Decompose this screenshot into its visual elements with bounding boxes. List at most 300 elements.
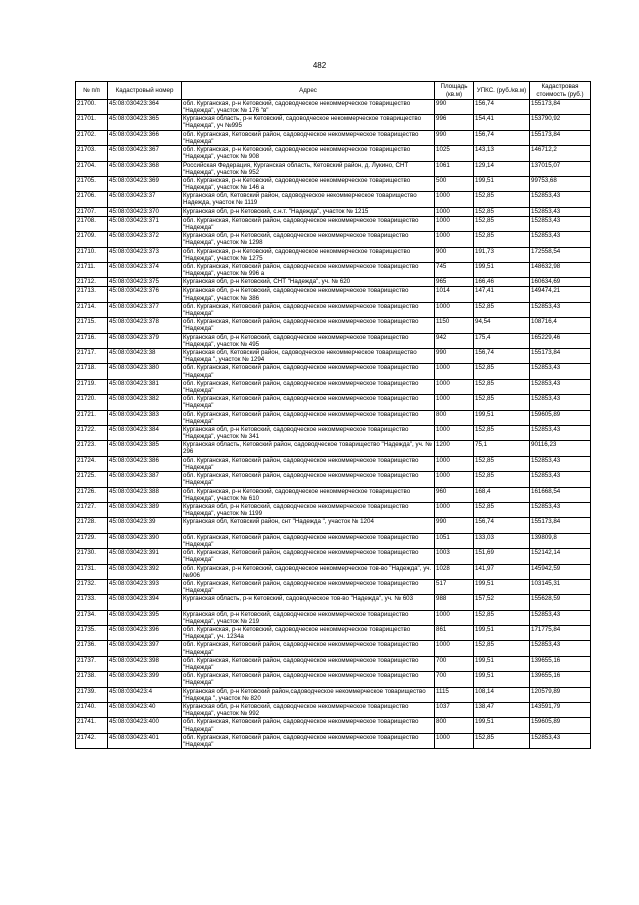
cell-cadastral: 45:08:030423:367 — [108, 146, 182, 161]
cell-address: Курганская обл, р-н Кетовский, садоводческое некоммерческое товарищество "Надежда", участок № 1298 — [182, 232, 435, 247]
table-row — [76, 687, 591, 702]
cell-num: 21733. — [76, 595, 108, 610]
cell-num: 21734. — [76, 610, 108, 625]
cell-num: 21712. — [76, 278, 108, 287]
cell-area: 1000 — [435, 502, 474, 517]
table-row — [76, 192, 591, 207]
cell-upks: 199,51 — [474, 656, 530, 671]
cell-cost: 152853,43 — [530, 395, 591, 410]
cell-num: 21727. — [76, 502, 108, 517]
cell-cadastral: 45:08:030423:382 — [108, 395, 182, 410]
cell-area: 1028 — [435, 564, 474, 579]
table-row — [76, 441, 591, 456]
cell-address: обл. Курганская, Кетовский район, садоводческое некоммерческое товарищество "Надежда" — [182, 472, 435, 487]
cell-cost: 99753,68 — [530, 176, 591, 191]
cell-area: 800 — [435, 410, 474, 425]
cell-upks: 129,14 — [474, 161, 530, 176]
table-row — [76, 232, 591, 247]
cell-upks: 152,85 — [474, 395, 530, 410]
cell-cost: 159605,89 — [530, 410, 591, 425]
cell-upks: 199,51 — [474, 176, 530, 191]
cell-cost: 172558,54 — [530, 247, 591, 262]
cell-upks: 152,85 — [474, 379, 530, 394]
cell-area: 1000 — [435, 192, 474, 207]
cell-area: 1000 — [435, 472, 474, 487]
cell-address: обл. Курганская, Кетовский район, садоводческое некоммерческое товарищество "Надежда" — [182, 733, 435, 748]
cell-num: 21716. — [76, 333, 108, 348]
header-address: Адрес — [182, 82, 435, 100]
cell-upks: 156,74 — [474, 100, 530, 115]
cell-num: 21718. — [76, 364, 108, 379]
cell-address: Курганская обл, р-н Кетовский, с.н.т. "Надежда", участок № 1215 — [182, 207, 435, 216]
cell-cost: 152142,14 — [530, 549, 591, 564]
table-row — [76, 533, 591, 548]
cell-area: 1000 — [435, 302, 474, 317]
cell-cadastral: 45:08:030423:388 — [108, 487, 182, 502]
cell-address: Российская Федерация, Курганская область, Кетовский район, д. Лукино, СНТ "Надежда", участок № 952 — [182, 161, 435, 176]
cell-num: 21723. — [76, 441, 108, 456]
cell-num: 21729. — [76, 533, 108, 548]
cell-cadastral: 45:08:030423:376 — [108, 287, 182, 302]
cell-area: 988 — [435, 595, 474, 610]
cell-address: Курганская обл, р-н Кетовский район,садоводческое некоммерческое товарищество "Надежда ", участок № 820 — [182, 687, 435, 702]
cell-area: 990 — [435, 130, 474, 145]
table-row — [76, 518, 591, 533]
cell-num: 21717. — [76, 349, 108, 364]
cell-address: обл. Курганская, Кетовский район, садоводческое некоммерческое товарищество "Надежда" — [182, 641, 435, 656]
cell-cadastral: 45:08:030423:379 — [108, 333, 182, 348]
cell-area: 1000 — [435, 426, 474, 441]
cell-area: 1000 — [435, 216, 474, 231]
cell-num: 21732. — [76, 579, 108, 594]
cell-address: обл. Курганская, Кетовский район, садоводческое некоммерческое товарищество "Надежда" — [182, 549, 435, 564]
table-row — [76, 549, 591, 564]
cell-address: обл. Курганская, р-н Кетовский, садоводческое некоммерческое товарищество "Надежда", участок № 1275 — [182, 247, 435, 262]
cell-area: 517 — [435, 579, 474, 594]
cell-cadastral: 45:08:030423:37 — [108, 192, 182, 207]
cell-address: обл. Курганская, Кетовский район, садоводческое некоммерческое товарищество "Надежда" — [182, 302, 435, 317]
cadastral-table — [75, 81, 591, 749]
table-row — [76, 456, 591, 471]
cell-address: Курганская обл, р-н Кетовский, СНТ "Надежда", уч. № 620 — [182, 278, 435, 287]
cell-num: 21721. — [76, 410, 108, 425]
table-row — [76, 579, 591, 594]
table-row — [76, 349, 591, 364]
cell-address: обл. Курганская, Кетовский район, садоводческое некоммерческое товарищество "Надежда" — [182, 718, 435, 733]
cell-upks: 151,69 — [474, 549, 530, 564]
cell-cadastral: 45:08:030423:381 — [108, 379, 182, 394]
table-row — [76, 364, 591, 379]
cell-upks: 94,54 — [474, 318, 530, 333]
cell-upks: 199,51 — [474, 672, 530, 687]
cell-cadastral: 45:08:030423:39 — [108, 518, 182, 533]
cell-num: 21720. — [76, 395, 108, 410]
table-row — [76, 333, 591, 348]
cell-address: обл. Курганская, Кетовский район, садоводческое некоммерческое товарищество "Надежда" — [182, 456, 435, 471]
cell-address: обл. Курганская, Кетовский район, садоводческое некоммерческое товарищество "Надежда" — [182, 130, 435, 145]
cell-cadastral: 45:08:030423:397 — [108, 641, 182, 656]
page-number: 482 — [312, 61, 327, 70]
cell-address: обл. Курганская, р-н Кетовский, садоводческое некоммерческое товарищество "Надежда", участок № 176 "в" — [182, 100, 435, 115]
cell-cost: 137015,07 — [530, 161, 591, 176]
cell-area: 1051 — [435, 533, 474, 548]
cell-upks: 152,85 — [474, 232, 530, 247]
cell-num: 21714. — [76, 302, 108, 317]
cell-cost: 152853,43 — [530, 733, 591, 748]
cell-num: 21701. — [76, 115, 108, 130]
cell-cost: 139655,16 — [530, 656, 591, 671]
cell-upks: 199,51 — [474, 410, 530, 425]
cell-num: 21739. — [76, 687, 108, 702]
cell-address: Курганская область, Кетовский район, садоводческое товарищество "Надежда", уч. № 296 — [182, 441, 435, 456]
header-cost: Кадастровая стоимость (руб.) — [530, 82, 591, 100]
cell-cadastral: 45:08:030423:375 — [108, 278, 182, 287]
cell-address: Курганская обл, р-н Кетовский, садоводческое некоммерческое товарищество "Надежда", участок № 1199 — [182, 502, 435, 517]
cell-cadastral: 45:08:030423:366 — [108, 130, 182, 145]
header-num: № п/п — [76, 82, 108, 100]
cell-cadastral: 45:08:030423:383 — [108, 410, 182, 425]
cell-cost: 149474,21 — [530, 287, 591, 302]
cell-upks: 199,51 — [474, 718, 530, 733]
cell-area: 1000 — [435, 395, 474, 410]
cell-cadastral: 45:08:030423:400 — [108, 718, 182, 733]
cell-area: 990 — [435, 349, 474, 364]
cell-area: 1000 — [435, 232, 474, 247]
cell-address: обл. Курганская, Кетовский район, садоводческое некоммерческое товарищество "Надежда" — [182, 395, 435, 410]
cell-num: 21726. — [76, 487, 108, 502]
cell-area: 500 — [435, 176, 474, 191]
cell-upks: 138,47 — [474, 703, 530, 718]
table-row — [76, 216, 591, 231]
cell-cost: 152853,43 — [530, 472, 591, 487]
cell-upks: 152,85 — [474, 733, 530, 748]
cell-num: 21735. — [76, 626, 108, 641]
cell-address: обл. Курганская, Кетовский район, садоводческое некоммерческое товарищество "Надежда" — [182, 410, 435, 425]
cell-cadastral: 45:08:030423:395 — [108, 610, 182, 625]
cell-area: 800 — [435, 718, 474, 733]
table-row — [76, 733, 591, 748]
cell-area: 1014 — [435, 287, 474, 302]
table-row — [76, 278, 591, 287]
cell-num: 21702. — [76, 130, 108, 145]
cell-upks: 199,51 — [474, 263, 530, 278]
cell-num: 21708. — [76, 216, 108, 231]
cell-cost: 146712,2 — [530, 146, 591, 161]
cell-area: 1200 — [435, 441, 474, 456]
cell-num: 21730. — [76, 549, 108, 564]
cell-cost: 153790,92 — [530, 115, 591, 130]
cell-address: Курганская обл, р-н Кетовский, садоводческое некоммерческое товарищество "Надежда", участок № 386 — [182, 287, 435, 302]
cell-upks: 152,85 — [474, 364, 530, 379]
cell-num: 21731. — [76, 564, 108, 579]
cell-num: 21740. — [76, 703, 108, 718]
cell-area: 745 — [435, 263, 474, 278]
cell-address: обл. Курганская, Кетовский район, садоводческое некоммерческое товарищество "Надежда" — [182, 533, 435, 548]
cell-num: 21713. — [76, 287, 108, 302]
cell-area: 1000 — [435, 379, 474, 394]
cell-area: 990 — [435, 518, 474, 533]
header-upks: УПКС. (руб./кв.м) — [474, 82, 530, 100]
cell-cost: 152853,43 — [530, 379, 591, 394]
cell-cadastral: 45:08:030423:396 — [108, 626, 182, 641]
table-header-row — [76, 82, 591, 100]
table-row — [76, 176, 591, 191]
table-row — [76, 287, 591, 302]
cell-upks: 152,85 — [474, 472, 530, 487]
cell-cost: 159605,89 — [530, 718, 591, 733]
cell-cost: 161668,54 — [530, 487, 591, 502]
table-row — [76, 207, 591, 216]
cell-cadastral: 45:08:030423:387 — [108, 472, 182, 487]
cell-area: 1000 — [435, 456, 474, 471]
cell-cadastral: 45:08:030423:4 — [108, 687, 182, 702]
table-row — [76, 672, 591, 687]
cell-num: 21741. — [76, 718, 108, 733]
cell-cadastral: 45:08:030423:380 — [108, 364, 182, 379]
cell-area: 1150 — [435, 318, 474, 333]
cell-cadastral: 45:08:030423:365 — [108, 115, 182, 130]
table-row — [76, 472, 591, 487]
cell-cost: 152853,43 — [530, 426, 591, 441]
table-row — [76, 318, 591, 333]
cell-cadastral: 45:08:030423:373 — [108, 247, 182, 262]
table-row — [76, 100, 591, 115]
cell-cadastral: 45:08:030423:368 — [108, 161, 182, 176]
cell-upks: 141,97 — [474, 564, 530, 579]
table-row — [76, 379, 591, 394]
cell-num: 21736. — [76, 641, 108, 656]
cell-cost: 160634,69 — [530, 278, 591, 287]
cell-upks: 152,85 — [474, 641, 530, 656]
cell-cadastral: 45:08:030423:394 — [108, 595, 182, 610]
cell-address: Курганская обл, Кетовский район, садоводческое некоммерческое товарищество "Надежда ", участок № 1294 — [182, 349, 435, 364]
cell-num: 21715. — [76, 318, 108, 333]
cell-cost: 139809,8 — [530, 533, 591, 548]
cell-address: обл. Курганская, Кетовский район, садоводческое некоммерческое товарищество "Надежда" — [182, 379, 435, 394]
table-row — [76, 487, 591, 502]
cell-address: обл. Курганская, Кетовский район, садоводческое некоммерческое товарищество "Надежда" — [182, 216, 435, 231]
cell-num: 21725. — [76, 472, 108, 487]
cell-cost: 152853,43 — [530, 364, 591, 379]
cell-cost: 155173,84 — [530, 349, 591, 364]
cell-address: Курганская обл, р-н Кетовский, садоводческое некоммерческое товарищество "Надежда", участок № 992 — [182, 703, 435, 718]
cell-cost: 139655,16 — [530, 672, 591, 687]
cell-cost: 152853,43 — [530, 641, 591, 656]
cell-cadastral: 45:08:030423:385 — [108, 441, 182, 456]
table-row — [76, 595, 591, 610]
table-row — [76, 247, 591, 262]
cell-address: Курганская область, р-н Кетовский, садоводческое некоммерческое товарищество "Надежда", уч №995 — [182, 115, 435, 130]
header-area: Площадь (кв.м) — [435, 82, 474, 100]
cell-num: 21700. — [76, 100, 108, 115]
cell-address: Курганская обл, Кетовский район, садоводческое некоммерческое товарищество Надежда, участок № 1119 — [182, 192, 435, 207]
cell-cadastral: 45:08:030423:371 — [108, 216, 182, 231]
cell-upks: 175,4 — [474, 333, 530, 348]
cell-address: обл. Курганская, р-н Кетовский, садоводческое некоммерческое товарищество "Надежда", уч. 1234а — [182, 626, 435, 641]
cell-cadastral: 45:08:030423:364 — [108, 100, 182, 115]
cell-cost: 152853,43 — [530, 207, 591, 216]
table-row — [76, 263, 591, 278]
cell-area: 700 — [435, 656, 474, 671]
cell-num: 21742. — [76, 733, 108, 748]
cell-area: 1000 — [435, 610, 474, 625]
cell-num: 21706. — [76, 192, 108, 207]
cell-area: 996 — [435, 115, 474, 130]
cell-area: 1025 — [435, 146, 474, 161]
cell-cost: 152853,43 — [530, 192, 591, 207]
cell-upks: 152,85 — [474, 502, 530, 517]
cell-cost: 155173,84 — [530, 100, 591, 115]
cell-address: обл. Курганская, р-н Кетовский, садоводческое некоммерческое товарищество "Надежда", участок № 146 а — [182, 176, 435, 191]
cell-area: 900 — [435, 247, 474, 262]
cell-upks: 147,41 — [474, 287, 530, 302]
table-row — [76, 626, 591, 641]
table-row — [76, 641, 591, 656]
cell-cadastral: 45:08:030423:393 — [108, 579, 182, 594]
cell-num: 21728. — [76, 518, 108, 533]
cell-cadastral: 45:08:030423:372 — [108, 232, 182, 247]
cell-address: Курганская область, р-н Кетовский, садоводческое тов-во "Надежда", уч. № 603 — [182, 595, 435, 610]
cell-address: обл. Курганская, Кетовский район, садоводческое некоммерческое товарищество "Надежда" — [182, 579, 435, 594]
cell-cost: 148632,98 — [530, 263, 591, 278]
cell-area: 1115 — [435, 687, 474, 702]
cell-cadastral: 45:08:030423:401 — [108, 733, 182, 748]
cell-upks: 152,85 — [474, 207, 530, 216]
cell-area: 861 — [435, 626, 474, 641]
cell-area: 1003 — [435, 549, 474, 564]
cell-area: 960 — [435, 487, 474, 502]
cell-cadastral: 45:08:030423:370 — [108, 207, 182, 216]
cell-num: 21704. — [76, 161, 108, 176]
cell-address: обл. Курганская, р-н Кетовский, садоводческое некоммерческое товарищество "Надежда", участок № 610 — [182, 487, 435, 502]
cell-cost: 155173,84 — [530, 130, 591, 145]
cell-address: обл. Курганская, Кетовский район, садоводческое некоммерческое товарищество "Надежда" — [182, 656, 435, 671]
cell-num: 21719. — [76, 379, 108, 394]
cell-num: 21710. — [76, 247, 108, 262]
cell-num: 21738. — [76, 672, 108, 687]
cell-cost: 155173,84 — [530, 518, 591, 533]
table-row — [76, 302, 591, 317]
table-row — [76, 395, 591, 410]
cell-area: 700 — [435, 672, 474, 687]
cell-address: Курганская обл, р-н Кетовский, садоводческое некоммерческое товарищество "Надежда", участок № 341 — [182, 426, 435, 441]
cell-cost: 152853,43 — [530, 302, 591, 317]
cell-upks: 154,41 — [474, 115, 530, 130]
cell-cadastral: 45:08:030423:378 — [108, 318, 182, 333]
cell-address: обл. Курганская, р-н Кетовский, садоводческое некоммерческое тов-во "Надежда", уч. №906 — [182, 564, 435, 579]
cell-area: 942 — [435, 333, 474, 348]
cell-cadastral: 45:08:030423:40 — [108, 703, 182, 718]
header-cadastral: Кадастровый номер — [108, 82, 182, 100]
cell-num: 21737. — [76, 656, 108, 671]
cell-area: 990 — [435, 100, 474, 115]
cell-address: Курганская обл, р-н Кетовский, садоводческое некоммерческое товарищество "Надежда", участок № 219 — [182, 610, 435, 625]
table-row — [76, 656, 591, 671]
cell-cadastral: 45:08:030423:38 — [108, 349, 182, 364]
cell-address: обл. Курганская, р-н Кетовский, садоводческое некоммерческое товарищество "Надежда", участок № 908 — [182, 146, 435, 161]
cell-cost: 152853,43 — [530, 610, 591, 625]
table-row — [76, 426, 591, 441]
cell-cadastral: 45:08:030423:369 — [108, 176, 182, 191]
cell-num: 21705. — [76, 176, 108, 191]
cell-cadastral: 45:08:030423:384 — [108, 426, 182, 441]
cell-upks: 156,74 — [474, 130, 530, 145]
cell-cost: 145942,59 — [530, 564, 591, 579]
cell-cadastral: 45:08:030423:390 — [108, 533, 182, 548]
cell-cost: 120579,89 — [530, 687, 591, 702]
cell-cost: 90116,23 — [530, 441, 591, 456]
cell-address: обл. Курганская, Кетовский район, садоводческое некоммерческое товарищество "Надежда" — [182, 672, 435, 687]
cell-cadastral: 45:08:030423:392 — [108, 564, 182, 579]
table-row — [76, 146, 591, 161]
cell-cadastral: 45:08:030423:399 — [108, 672, 182, 687]
cell-area: 1000 — [435, 641, 474, 656]
table-row — [76, 703, 591, 718]
cell-upks: 152,85 — [474, 216, 530, 231]
cell-num: 21724. — [76, 456, 108, 471]
cell-area: 965 — [435, 278, 474, 287]
cell-address: Курганская обл, Кетовский район, снт "Надежда ", участок № 1204 — [182, 518, 435, 533]
cell-address: обл. Курганская, Кетовский район, садоводческое некоммерческое товарищество "Надежда", участок № 996 а — [182, 263, 435, 278]
cell-upks: 152,85 — [474, 192, 530, 207]
cell-upks: 152,85 — [474, 610, 530, 625]
cell-area: 1061 — [435, 161, 474, 176]
cell-upks: 108,14 — [474, 687, 530, 702]
cell-upks: 199,51 — [474, 626, 530, 641]
cell-cost: 152853,43 — [530, 216, 591, 231]
table-row — [76, 502, 591, 517]
cell-cost: 155628,59 — [530, 595, 591, 610]
cell-cost: 165229,46 — [530, 333, 591, 348]
cell-cost: 152853,43 — [530, 232, 591, 247]
cell-num: 21722. — [76, 426, 108, 441]
table-row — [76, 130, 591, 145]
table-row — [76, 718, 591, 733]
table-row — [76, 410, 591, 425]
cell-address: Курганская обл, р-н Кетовский, садоводческое некоммерческое товарищество "Надежда", участок № 495 — [182, 333, 435, 348]
table-row — [76, 115, 591, 130]
cell-area: 1000 — [435, 733, 474, 748]
cell-upks: 75,1 — [474, 441, 530, 456]
cell-upks: 143,13 — [474, 146, 530, 161]
cell-cost: 152853,43 — [530, 456, 591, 471]
cell-area: 1037 — [435, 703, 474, 718]
cell-cadastral: 45:08:030423:374 — [108, 263, 182, 278]
cell-cadastral: 45:08:030423:386 — [108, 456, 182, 471]
cell-cost: 171775,84 — [530, 626, 591, 641]
cell-upks: 156,74 — [474, 518, 530, 533]
cell-cadastral: 45:08:030423:398 — [108, 656, 182, 671]
cell-upks: 133,03 — [474, 533, 530, 548]
cell-upks: 157,52 — [474, 595, 530, 610]
cell-num: 21711. — [76, 263, 108, 278]
table-row — [76, 610, 591, 625]
cell-upks: 156,74 — [474, 349, 530, 364]
cell-cost: 152853,43 — [530, 502, 591, 517]
table-row — [76, 564, 591, 579]
cell-upks: 152,85 — [474, 426, 530, 441]
cell-num: 21703. — [76, 146, 108, 161]
cell-upks: 191,73 — [474, 247, 530, 262]
cell-upks: 166,46 — [474, 278, 530, 287]
cell-upks: 168,4 — [474, 487, 530, 502]
cell-num: 21709. — [76, 232, 108, 247]
cell-address: обл. Курганская, Кетовский район, садоводческое некоммерческое товарищество "Надежда" — [182, 364, 435, 379]
cell-upks: 152,85 — [474, 302, 530, 317]
cell-area: 1000 — [435, 364, 474, 379]
cell-cost: 143591,79 — [530, 703, 591, 718]
cell-upks: 152,85 — [474, 456, 530, 471]
